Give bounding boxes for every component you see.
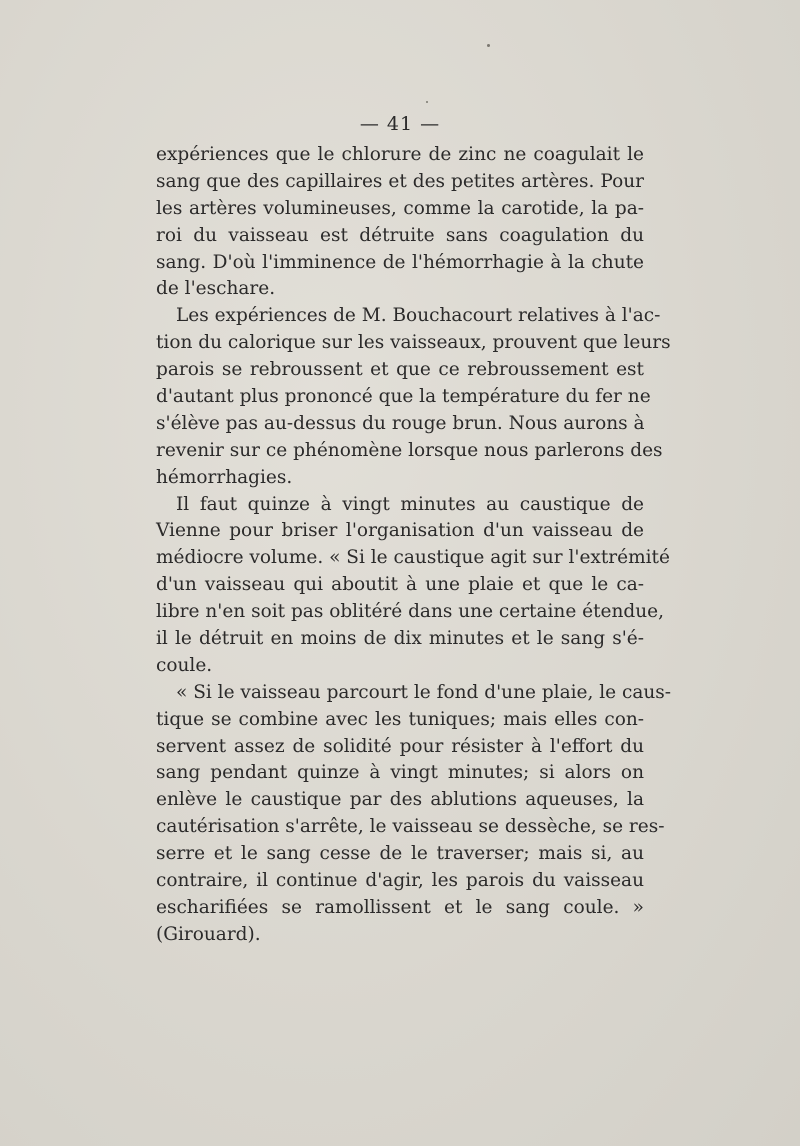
- paragraph-4-line-2: tique se combine avec les tuniques; mais elles con-: [156, 708, 644, 730]
- paragraph-2-line-5: s'élève pas au-dessus du rouge brun. Nous aurons à: [156, 412, 645, 434]
- paragraph-4-line-1: « Si le vaisseau parcourt le fond d'une plaie, le caus-: [176, 681, 672, 703]
- paragraph-4-line-6: cautérisation s'arrête, le vaisseau se dessèche, se res-: [156, 816, 665, 838]
- paragraph-4-line-8: contraire, il continue d'agir, les parois du vaisseau: [156, 870, 644, 892]
- paragraph-4-line-9: escharifiées se ramollissent et le sang coule. »: [156, 896, 644, 918]
- paragraph-3-line-1: Il faut quinze à vingt minutes au caustique de: [176, 493, 644, 515]
- paragraph-3-line-5: libre n'en soit pas oblitéré dans une certaine étendue,: [156, 601, 665, 623]
- paragraph-4-line-5: enlève le caustique par des ablutions aqueuses, la: [156, 789, 644, 811]
- paragraph-4-line-7: serre et le sang cesse de le traverser; mais si, au: [156, 843, 644, 865]
- body-text: [156, 142, 672, 949]
- paper-speck: [487, 44, 490, 47]
- paragraph-1-line-5: sang. D'où l'imminence de l'hémorrhagie à la chute: [156, 251, 644, 273]
- paragraph-2-line-2: tion du calorique sur les vaisseaux, prouvent que leurs: [156, 332, 671, 354]
- paragraph-2-line-7: hémorrhagies.: [156, 466, 293, 488]
- paragraph-3-line-2: Vienne pour briser l'organisation d'un vaisseau de: [156, 520, 644, 542]
- paragraph-4-line-3: servent assez de solidité pour résister à l'effort du: [156, 735, 644, 757]
- paragraph-4-line-10: (Girouard).: [156, 923, 261, 945]
- paragraph-2-line-3: parois se rebroussent et que ce rebroussement est: [156, 359, 644, 381]
- page-number: — 41 —: [359, 113, 441, 135]
- paragraph-3-line-6: il le détruit en moins de dix minutes et le sang s'é-: [156, 628, 644, 650]
- paragraph-3-line-3: médiocre volume. « Si le caustique agit sur l'extrémité: [156, 547, 670, 569]
- paragraph-3-line-4: d'un vaisseau qui aboutit à une plaie et que le ca-: [156, 574, 644, 596]
- paragraph-3-line-7: coule.: [156, 654, 213, 676]
- paragraph-2-line-6: revenir sur ce phénomène lorsque nous parlerons des: [156, 439, 663, 461]
- paragraph-1-line-6: de l'eschare.: [156, 278, 276, 300]
- paragraph-4-line-4: sang pendant quinze à vingt minutes; si alors on: [156, 762, 644, 784]
- paper-speck: [426, 101, 428, 103]
- paragraph-1-line-2: sang que des capillaires et des petites artères. Pour: [156, 170, 644, 192]
- paragraph-1-line-1: expériences que le chlorure de zinc ne coagulait le: [156, 144, 644, 165]
- paragraph-2-line-1: Les expériences de M. Bouchacourt relatives à l'ac-: [176, 305, 661, 327]
- paragraph-1-line-3: les artères volumineuses, comme la carotide, la pa-: [156, 197, 644, 219]
- paragraph-2-line-4: d'autant plus prononcé que la température du fer ne: [156, 386, 651, 408]
- paragraph-1-line-4: roi du vaisseau est détruite sans coagulation du: [156, 224, 644, 246]
